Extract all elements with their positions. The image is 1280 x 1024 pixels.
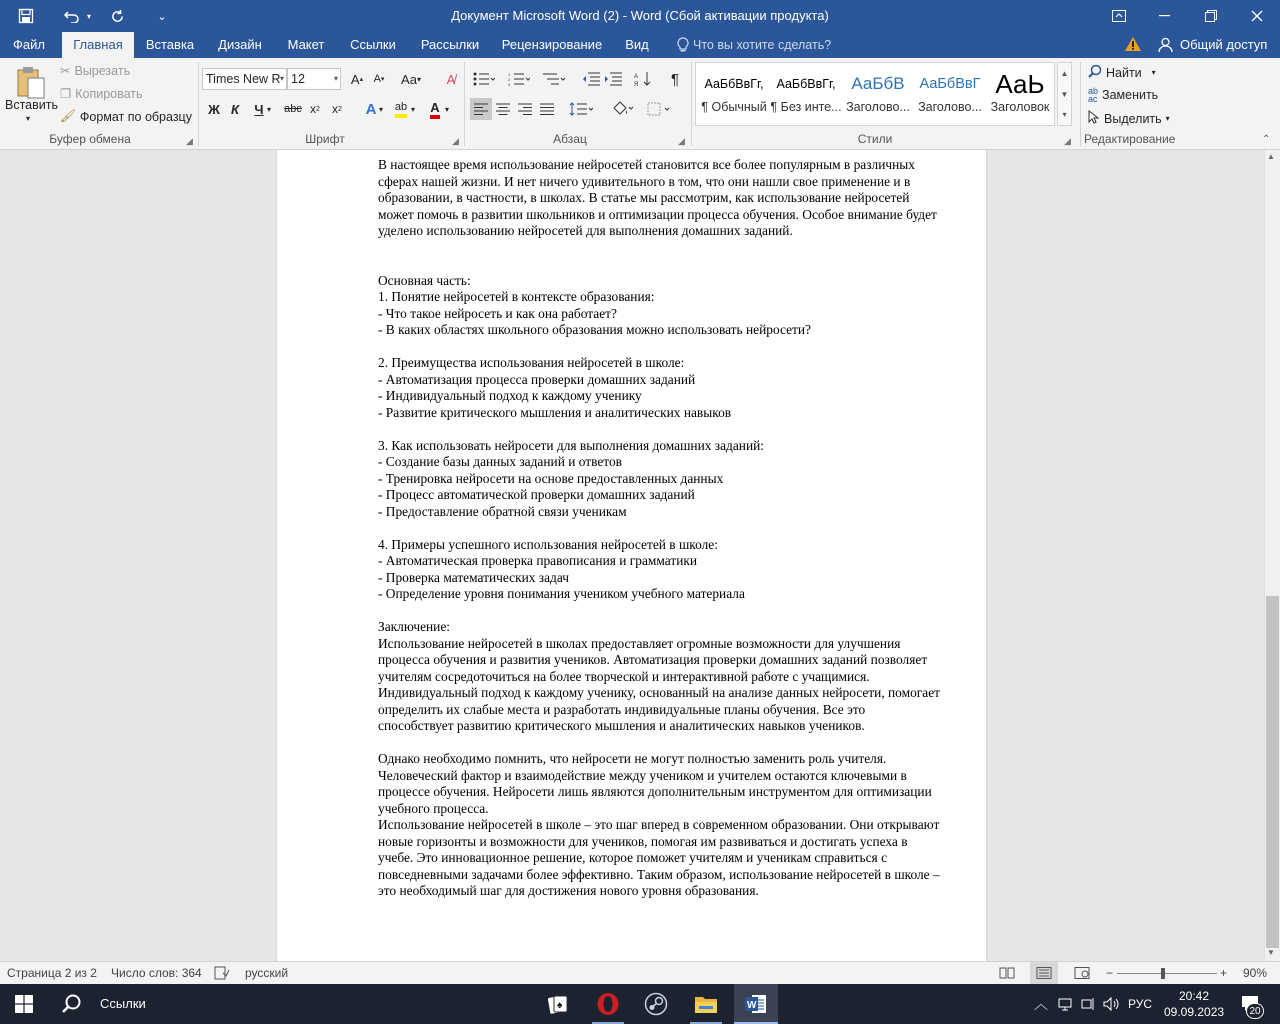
undo-dropdown-icon[interactable]: ▾ [86, 11, 91, 21]
align-center-icon[interactable] [492, 98, 514, 120]
ribbon-home [0, 58, 1280, 150]
paragraph[interactable]: - В каких областях школьного образования можно использовать нейросети? [378, 322, 812, 337]
style-title[interactable]: АаЬ Заголовок [990, 69, 1050, 114]
print-layout-icon[interactable] [1030, 962, 1058, 985]
read-mode-icon[interactable] [999, 962, 1015, 985]
paragraph[interactable]: 2. Преимущества использования нейросетей в школе: [378, 355, 685, 370]
paragraph[interactable] [378, 603, 943, 620]
paragraph[interactable]: - Проверка математических задач [378, 569, 569, 585]
paragraph[interactable]: - Тренировка нейросети на основе предоставленных данных [378, 470, 724, 486]
windows-start-icon[interactable] [0, 984, 48, 1024]
magnifier-icon [1088, 64, 1102, 81]
svg-text:W: W [747, 1000, 757, 1011]
word-taskbar-icon[interactable] [734, 984, 778, 1024]
zoom-slider[interactable] [1117, 973, 1217, 974]
paragraph-group-label: Абзац [553, 132, 587, 146]
zoom-out-icon[interactable]: − [1106, 966, 1114, 980]
select-button[interactable]: Выделить ▾ [1088, 110, 1170, 127]
paragraph-launcher-icon[interactable]: ◢ [678, 136, 685, 146]
divider [691, 62, 692, 146]
web-layout-icon[interactable] [1074, 962, 1090, 985]
svg-text:2: 2 [508, 77, 511, 82]
solitaire-icon[interactable] [538, 984, 578, 1024]
paragraph[interactable]: - Процесс автоматической проверки домашних заданий [378, 487, 695, 502]
chevron-down-icon[interactable]: ▾ [378, 104, 383, 114]
paragraph[interactable] [378, 421, 943, 438]
style-heading-1[interactable]: АаБбВ Заголово... [846, 74, 910, 114]
superscript-icon[interactable]: x 2 [332, 102, 342, 116]
clock-date: 09.09.2023 [1164, 1005, 1225, 1019]
warning-icon[interactable] [1124, 36, 1142, 54]
zoom-in-icon[interactable]: + [1220, 966, 1228, 980]
volume-icon[interactable] [1102, 984, 1122, 1024]
more-styles-icon[interactable]: ▾ [1062, 110, 1067, 119]
svg-text:1: 1 [508, 72, 511, 77]
numbering-icon[interactable] [505, 68, 533, 90]
editing-group-label: Редактирование [1084, 132, 1176, 146]
word-count[interactable]: Число слов: 364 [111, 966, 202, 980]
notification-count-badge: 20 [1246, 1003, 1264, 1019]
paragraph[interactable]: Однако необходимо помнить, что нейросети не могут полностью заменить роль учителя. Человеческий фактор и взаимодействие между учеником и учителем остаются ключевыми в процессе обучения. Нейросети лишь являются дополнительным инструментом для оптимизации учебного процесса. [378, 751, 936, 816]
close-icon[interactable] [1238, 0, 1276, 32]
paragraph[interactable]: - Предоставление обратной связи ученикам [378, 503, 627, 519]
styles-group-label: Стили [857, 132, 893, 146]
chevron-down-icon[interactable]: ▾ [266, 104, 271, 114]
svg-text:♠: ♠ [557, 1000, 563, 1011]
chevron-down-icon: ▾ [279, 74, 284, 83]
input-language[interactable]: РУС [1128, 997, 1153, 1011]
chevron-down-icon: ▾ [333, 74, 338, 83]
steam-icon[interactable] [636, 984, 676, 1024]
collapse-ribbon-icon[interactable]: ⌃ [1262, 134, 1271, 145]
connection-icon[interactable] [1079, 984, 1099, 1024]
divider [198, 62, 199, 146]
tab-layout[interactable]: Макет [287, 37, 325, 52]
format-painter-button[interactable]: 🖌 Формат по образцу [60, 109, 192, 124]
font-launcher-icon[interactable]: ◢ [452, 136, 459, 146]
scroll-thumb[interactable] [1266, 596, 1279, 948]
chevron-down-icon: ▾ [1165, 114, 1170, 123]
svg-text:3: 3 [508, 82, 511, 86]
chevron-up-icon[interactable]: ▲ [1060, 69, 1069, 78]
chevron-down-icon[interactable]: ▾ [410, 104, 415, 114]
subscript-icon[interactable]: x 2 [310, 102, 320, 116]
paragraph[interactable]: - Определение уровня понимания учеником учебного материала [378, 586, 745, 601]
page-count[interactable]: Страница 2 из 2 [7, 966, 97, 980]
tab-view[interactable]: Вид [625, 37, 649, 52]
document-body[interactable] [378, 157, 943, 900]
decrease-indent-icon[interactable] [580, 68, 602, 90]
sort-icon[interactable] [632, 68, 654, 90]
font-size-combo[interactable]: 12 ▾ [287, 68, 341, 90]
clock[interactable] [1164, 988, 1224, 1020]
tab-file[interactable]: Файл [13, 37, 45, 52]
style-heading-2[interactable]: АаБбВвГ Заголово... [918, 76, 982, 114]
tab-home[interactable]: Главная [62, 32, 134, 58]
paste-label: Вставить [5, 98, 58, 112]
justify-icon[interactable] [536, 98, 558, 120]
chevron-down-icon: ▾ [1151, 68, 1156, 77]
text-effects-icon[interactable]: A [365, 100, 377, 118]
document-page[interactable] [277, 150, 986, 961]
style-no-spacing[interactable]: АаБбВвГг, ¶ Без инте... [770, 77, 842, 114]
paragraph[interactable]: - Автоматизация процесса проверки домашних заданий [378, 371, 696, 387]
underline-icon[interactable]: Ч [254, 101, 264, 117]
font-color-icon[interactable]: A [424, 98, 446, 120]
divider [1080, 62, 1081, 146]
zoom-level[interactable]: 90% [1243, 966, 1268, 980]
paragraph[interactable]: - Развитие критического мышления и аналитических навыков [378, 404, 732, 420]
tab-mailings[interactable]: Рассылки [420, 37, 480, 52]
paragraph[interactable]: - Что такое нейросеть и как она работает? [378, 305, 617, 321]
paragraph[interactable] [378, 735, 943, 752]
chevron-down-icon[interactable]: ▾ [444, 104, 449, 114]
paste-dropdown-icon[interactable]: ▾ [26, 114, 31, 123]
paragraph[interactable]: 3. Как использовать нейросети для выполнения домашних заданий: [378, 437, 765, 453]
title-bar [0, 0, 1280, 32]
document-area [0, 150, 1264, 961]
window-title: Документ Microsoft Word (2) - Word (Сбой активации продукта) [451, 8, 829, 23]
customize-qat-icon[interactable]: ⌄ [157, 10, 167, 23]
paragraph[interactable]: 1. Понятие нейросетей в контексте образования: [378, 289, 655, 304]
align-right-icon[interactable] [514, 98, 536, 120]
minimize-icon[interactable] [1146, 0, 1184, 32]
language[interactable]: русский [245, 966, 289, 980]
clear-formatting-icon[interactable]: A̸ [446, 71, 456, 87]
line-spacing-icon[interactable] [566, 98, 596, 120]
tab-insert[interactable]: Вставка [145, 37, 195, 52]
bold-icon[interactable]: Ж [208, 101, 220, 117]
opera-icon[interactable] [588, 984, 628, 1024]
zoom-slider-thumb[interactable] [1161, 968, 1165, 979]
person-icon [1158, 37, 1174, 53]
copy-button[interactable]: ❐ Копировать [60, 86, 143, 101]
clock-time: 20:42 [1178, 989, 1210, 1003]
styles-launcher-icon[interactable]: ◢ [1064, 136, 1071, 146]
style-normal[interactable]: АаБбВвГг, ¶ Обычный [701, 77, 767, 114]
show-hidden-icons-icon[interactable]: ︿ [1034, 996, 1048, 1012]
undo-icon[interactable] [58, 0, 86, 32]
italic-icon[interactable]: К [231, 101, 239, 117]
restore-icon[interactable] [1192, 0, 1230, 32]
windows-taskbar [0, 984, 1280, 1024]
cursor-icon [1088, 110, 1100, 127]
show-marks-icon[interactable]: ¶ [670, 70, 680, 88]
ribbon-tabs [0, 32, 1280, 58]
chevron-down-icon[interactable]: ▼ [1060, 90, 1069, 99]
paragraph[interactable] [378, 339, 943, 356]
highlight-icon[interactable]: ab [390, 98, 412, 120]
search-icon[interactable] [52, 984, 92, 1024]
change-case-icon[interactable]: Aa ▾ [401, 71, 421, 87]
paragraph[interactable]: - Индивидуальный подход к каждому ученику [378, 388, 642, 403]
paragraph[interactable]: В настоящее время использование нейросетей становится все более популярным в различных сферах нашей жизни. И нет ничего удивительного в том, что они нашли свое применение и в образовании, в частности, в школах. В статье мы рассмотрим, как использование нейросетей может помочь в развитии школьников и оптимизации процесса обучения. Особое внимание будет уделено использованию нейросетей для выполнения домашних заданий. [378, 157, 941, 238]
styles-scroll[interactable] [1057, 62, 1072, 126]
shrink-font-icon[interactable]: A ▾ [373, 73, 385, 85]
bullets-icon[interactable] [470, 68, 498, 90]
proofing-icon[interactable] [214, 962, 230, 985]
paragraph[interactable]: Заключение: [378, 619, 451, 634]
align-left-icon[interactable] [470, 98, 492, 120]
save-icon[interactable] [10, 0, 42, 32]
paragraph[interactable]: - Создание базы данных заданий и ответов [378, 454, 622, 469]
copy-icon: ❐ [60, 87, 72, 101]
brush-icon: 🖌 [60, 109, 76, 123]
paragraph[interactable]: 4. Примеры успешного использования нейросетей в школе: [378, 536, 718, 552]
font-name-combo[interactable]: Times New R ▾ [202, 68, 287, 90]
find-button[interactable]: Найти ▾ [1088, 64, 1156, 81]
font-group-label: Шрифт [305, 132, 345, 146]
tell-me-search[interactable]: Что вы хотите сделать? [693, 38, 832, 52]
ribbon-display-options-icon[interactable] [1100, 0, 1138, 32]
tab-references[interactable]: Ссылки [350, 37, 396, 52]
paragraph[interactable]: Основная часть: [378, 272, 471, 288]
file-explorer-icon[interactable] [686, 984, 726, 1024]
tab-design[interactable]: Дизайн [218, 37, 262, 52]
paragraph[interactable]: - Автоматическая проверка правописания и грамматики [378, 553, 698, 568]
paragraph[interactable] [378, 256, 943, 273]
lightbulb-icon [676, 37, 692, 53]
multilevel-list-icon[interactable] [540, 68, 568, 90]
taskbar-search-label[interactable]: Ссылки [100, 996, 146, 1011]
paragraph[interactable]: Использование нейросетей в школе – это шаг вперед в современном образовании. Они открывают новые горизонты и возможности для учеников, помогая им развиваться и достигать успеха в учебе. Это инновационное решение, которое поможет учителям и ученикам справиться с повседневными задачами более эффективно. Таким образом, использование нейросетей в школе – это необходимый шаг для достижения нового уровня образования. [378, 817, 944, 898]
share-button[interactable]: Общий доступ [1180, 37, 1268, 52]
svg-text:Я: Я [634, 82, 639, 87]
replace-button[interactable]: ab ac Заменить [1088, 86, 1159, 104]
status-bar [0, 961, 1280, 984]
shading-icon[interactable] [608, 98, 638, 120]
paragraph[interactable] [378, 240, 943, 257]
clipboard-group-label: Буфер обмена [49, 132, 131, 146]
svg-text:A: A [634, 74, 639, 80]
scroll-down-icon[interactable]: ▼ [1267, 948, 1275, 957]
scissors-icon: ✂ [60, 64, 71, 78]
scroll-up-icon[interactable]: ▲ [1267, 152, 1275, 161]
paragraph[interactable]: Использование нейросетей в школах предоставляет огромные возможности для улучшения процесса обучения и развития учеников. Автоматизация проверки домашних заданий позволяет учителям сосредоточиться на более творческой и интерактивной работе с учащимися. Индивидуальный подход к каждому ученику, основанный на анализе данных нейросети, помогает определить их слабые места и разработать индивидуальные планы обучения. Все это способствует развитию критического мышления и аналитических навыков учеников. [378, 635, 944, 733]
cut-button[interactable]: ✂ Вырезать [60, 63, 131, 78]
divider [464, 62, 465, 146]
network-icon[interactable] [1055, 984, 1075, 1024]
strikethrough-icon[interactable]: abc [284, 103, 302, 115]
vertical-scrollbar[interactable] [1264, 150, 1280, 961]
tab-review[interactable]: Рецензирование [501, 37, 603, 52]
redo-icon[interactable] [104, 0, 130, 32]
paragraph[interactable] [378, 520, 943, 537]
grow-font-icon[interactable]: A ▴ [350, 71, 364, 87]
replace-icon: ab ac [1088, 86, 1099, 104]
borders-icon[interactable] [644, 98, 674, 120]
clipboard-launcher-icon[interactable]: ◢ [186, 136, 193, 146]
increase-indent-icon[interactable] [602, 68, 624, 90]
